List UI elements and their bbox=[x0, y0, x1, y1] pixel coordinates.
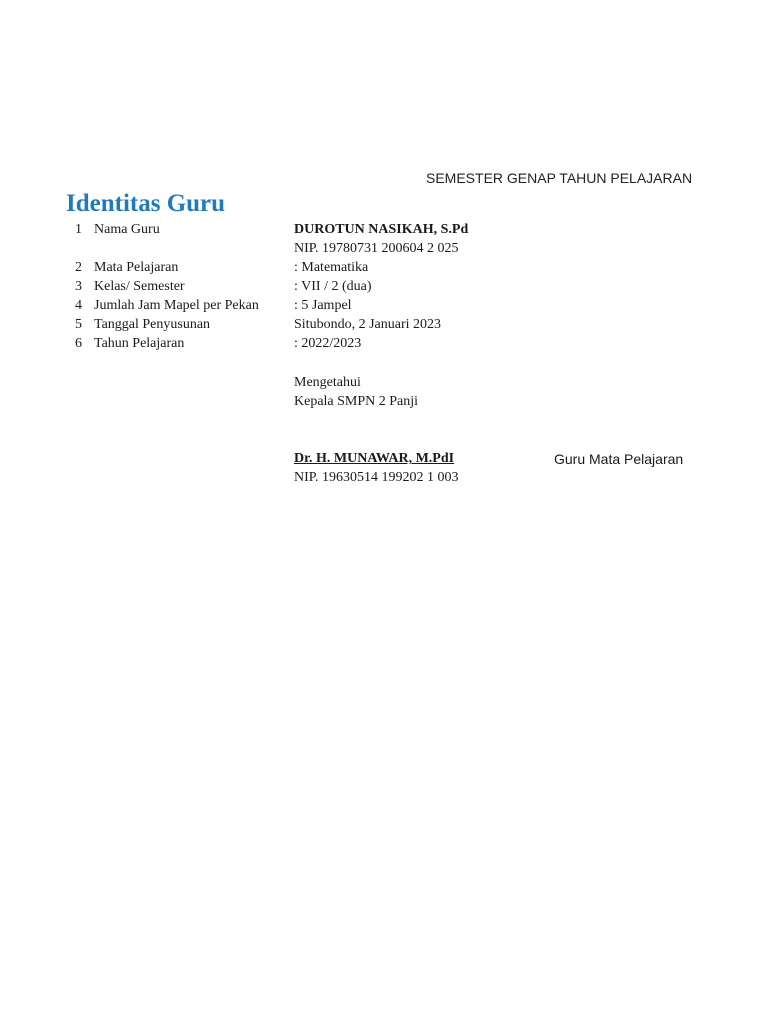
row-label-jam-mapel: Jumlah Jam Mapel per Pekan bbox=[94, 298, 259, 313]
row-number: 1 bbox=[75, 222, 82, 237]
row-number: 3 bbox=[75, 279, 82, 294]
row-number: 4 bbox=[75, 298, 82, 313]
class-semester-value: : VII / 2 (dua) bbox=[294, 279, 372, 294]
date-value: Situbondo, 2 Januari 2023 bbox=[294, 317, 441, 332]
teacher-name: DUROTUN NASIKAH, S.Pd bbox=[294, 222, 469, 237]
row-number: 5 bbox=[75, 317, 82, 332]
row-label-kelas-semester: Kelas/ Semester bbox=[94, 279, 185, 294]
row-label-mata-pelajaran: Mata Pelajaran bbox=[94, 260, 179, 275]
row-label-nama-guru: Nama Guru bbox=[94, 222, 160, 237]
section-title: Identitas Guru bbox=[66, 190, 226, 217]
row-label-tanggal: Tanggal Penyusunan bbox=[94, 317, 211, 332]
subject-value: : Matematika bbox=[294, 260, 369, 275]
principal-nip: NIP. 19630514 199202 1 003 bbox=[294, 470, 459, 485]
principal-title: Kepala SMPN 2 Panji bbox=[294, 394, 419, 409]
teacher-title: Guru Mata Pelajaran bbox=[554, 451, 684, 467]
row-number: 2 bbox=[75, 260, 82, 275]
teacher-nip: NIP. 19780731 200604 2 025 bbox=[294, 241, 459, 256]
acknowledge-text: Mengetahui bbox=[294, 375, 361, 390]
semester-header: SEMESTER GENAP TAHUN PELAJARAN bbox=[426, 170, 693, 186]
principal-name: Dr. H. MUNAWAR, M.PdI bbox=[294, 451, 455, 466]
hours-value: : 5 Jampel bbox=[294, 298, 352, 313]
row-number: 6 bbox=[75, 336, 82, 351]
row-label-tahun-pelajaran: Tahun Pelajaran bbox=[94, 336, 185, 351]
year-value: : 2022/2023 bbox=[294, 336, 362, 351]
